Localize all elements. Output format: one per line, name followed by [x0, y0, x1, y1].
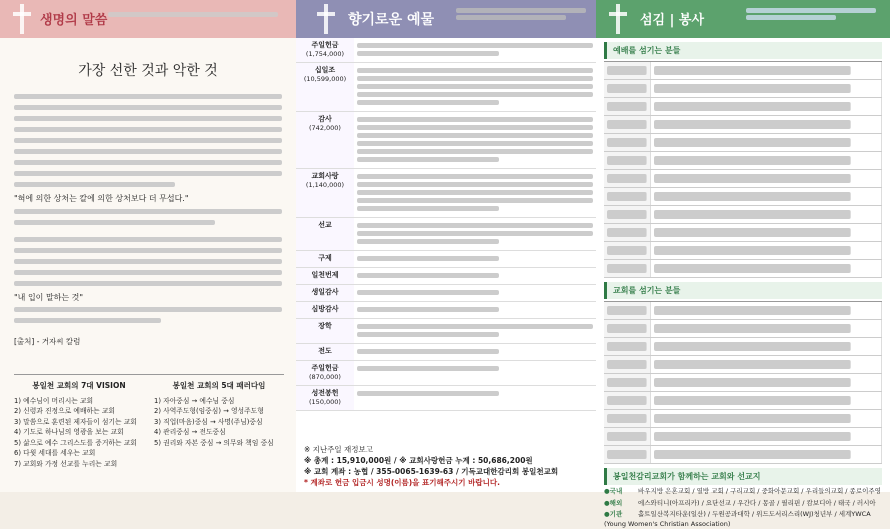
mission-items: 바우지방 은혼교회 / 열방 교회 / 구리교회 / 중화아문교회 / 우리들의교회 / 종로이주영: [638, 487, 881, 495]
sermon-header-title: 생명의 말씀: [40, 13, 108, 28]
mission-group: [604, 510, 882, 529]
cross-icon: [314, 4, 338, 34]
mission-list: [596, 487, 890, 529]
paradigm-item: 1) 자아중심 → 예수님 중심: [154, 396, 235, 405]
offering-amount: (870,000): [309, 373, 341, 381]
offering-row: [296, 251, 596, 268]
transfer-note: * 계좌로 헌금 입금시 성명(이름)을 표기해주시기 바랍니다.: [304, 478, 500, 487]
server-row: [604, 374, 882, 392]
offering-amount: (742,000): [309, 124, 341, 132]
paradigm-5-list: [154, 381, 284, 448]
mission-region: ●해외: [604, 498, 623, 507]
offering-label: 일천번제: [296, 268, 354, 284]
offering-row: [296, 218, 596, 251]
server-row: [604, 224, 882, 242]
server-row: [604, 356, 882, 374]
mission-items: 에스와티니(아프리카) / 요단선교 / 우간다 / 몽골 / 필리핀 / 캄보디아 / 태국 / 러시아: [638, 498, 876, 507]
server-row: [604, 188, 882, 206]
offering-label: 성전봉헌 (150,000): [296, 386, 354, 410]
server-row: [604, 242, 882, 260]
server-row: [604, 260, 882, 278]
church-servers-heading: 교회를 섬기는 분들: [604, 282, 882, 299]
header-verse: [456, 6, 591, 22]
vision-7-list: [14, 381, 144, 469]
server-row: [604, 152, 882, 170]
essay-source: [출처] - 거자씨 칼럼: [14, 337, 81, 346]
essay-paragraph-2: [14, 237, 282, 324]
service-column: [596, 0, 890, 528]
offering-label: 십일조 (10,599,000): [296, 63, 354, 111]
header-verse: [108, 12, 288, 17]
vision-item: 7) 교회와 가정 선교를 누리는 교회: [14, 459, 118, 468]
offering-row: [296, 38, 596, 63]
church-servers-table: [604, 301, 882, 464]
service-header-title: 섬김 | 봉사: [640, 13, 705, 28]
offering-header-title: 향기로운 예물: [348, 12, 435, 28]
vision-7-title: 봉일천 교회의 7대 VISION: [32, 381, 126, 390]
offering-row: [296, 386, 596, 411]
server-row: [604, 410, 882, 428]
offering-row: [296, 344, 596, 361]
offering-row: [296, 285, 596, 302]
header-verse: [746, 6, 886, 22]
offering-row: [296, 268, 596, 285]
offering-label: 감사 (742,000): [296, 112, 354, 168]
server-row: [604, 320, 882, 338]
offering-header: [296, 0, 596, 38]
offering-row: [296, 361, 596, 386]
mission-region: ●기관: [604, 510, 623, 518]
offering-label: 주일헌금 (1,754,000): [296, 38, 354, 62]
offering-label: 장학: [296, 319, 354, 343]
finance-totals: ※ 총계 : 15,910,000원 / ※ 교회사랑헌금 누계 : 50,686,200원: [304, 456, 533, 465]
essay-paragraph-1: [14, 94, 282, 225]
mission-heading: 봉일천감리교회가 함께하는 교회와 선교지: [604, 468, 882, 485]
paradigm-item: 4) 관리중심 → 전도중심: [154, 428, 226, 436]
vision-item: 4) 기도로 하나님의 영광을 보는 교회: [14, 428, 124, 436]
cross-icon: [10, 4, 34, 34]
quote-1: "혀에 의한 상처는 칼에 의한 상처보다 더 무섭다.": [14, 194, 189, 203]
offering-label: 생일감사: [296, 285, 354, 301]
paradigm-item: 5) 권리와 자본 중심 → 의무와 책임 중심: [154, 438, 274, 447]
server-row: [604, 206, 882, 224]
server-row: [604, 98, 882, 116]
offering-label: 전도: [296, 344, 354, 360]
finance-report-title: ※ 지난주일 재정보고: [304, 445, 374, 454]
server-row: [604, 392, 882, 410]
bank-account: ※ 교회 계좌 : 농협 / 355-0065-1639-63 / 기독교대한감리회 봉일천교회: [304, 467, 559, 476]
sermon-column: [0, 0, 296, 492]
offering-row: [296, 63, 596, 112]
vision-item: 5) 삶으로 예수 그리스도를 증거하는 교회: [14, 438, 137, 447]
service-header: [596, 0, 890, 38]
offering-label: 교회사랑 (1,140,000): [296, 169, 354, 217]
offering-row: [296, 319, 596, 344]
sermon-header: [0, 0, 296, 38]
paradigm-5-title: 봉일천 교회의 5대 패러다임: [172, 381, 266, 390]
server-row: [604, 338, 882, 356]
offering-column: [296, 0, 596, 492]
offering-amount: (150,000): [309, 398, 341, 406]
offering-amount: (1,754,000): [305, 50, 345, 58]
server-row: [604, 446, 882, 464]
cross-icon: [606, 4, 630, 34]
mission-items: 홀트일산복지타운(일산) / 두원공과대학 / 위드도서리스리(WJ)청년부 / 세계YWCA (Young Women's Christian Association): [604, 510, 871, 528]
mission-group: [604, 499, 882, 509]
offering-label: 주일헌금 (870,000): [296, 361, 354, 385]
essay-title: 가장 선한 것과 악한 것: [78, 63, 218, 79]
paradigm-item: 3) 직업(마음)중심 → 사명(주님)중심: [154, 417, 263, 426]
mission-region: ●국내: [604, 487, 623, 495]
mission-group: [604, 487, 882, 497]
quote-2: "내 입이 말하는 것": [14, 292, 84, 302]
vision-item: 2) 신령과 진정으로 예배하는 교회: [14, 407, 115, 415]
vision-item: 3) 말씀으로 훈련된 제자들이 섬기는 교회: [14, 417, 137, 426]
server-row: [604, 62, 882, 80]
offering-label: 선교: [296, 218, 354, 250]
worship-servers-table: [604, 61, 882, 278]
server-row: [604, 302, 882, 320]
offering-row: [296, 112, 596, 169]
offering-label: 구제: [296, 251, 354, 267]
server-row: [604, 134, 882, 152]
server-row: [604, 170, 882, 188]
vision-item: 1) 예수님이 머리시는 교회: [14, 396, 94, 405]
vision-item: 6) 다윗 세대를 세우는 교회: [14, 449, 96, 457]
finance-report: [304, 444, 589, 488]
server-row: [604, 116, 882, 134]
offering-table: [296, 38, 596, 411]
offering-amount: (10,599,000): [303, 75, 347, 83]
paradigm-item: 2) 사역주도형(임중심) → 영성주도형: [154, 407, 264, 415]
server-row: [604, 80, 882, 98]
offering-row: [296, 169, 596, 218]
vision-box: [14, 374, 284, 468]
worship-servers-heading: 예배를 섬기는 분들: [604, 42, 882, 59]
offering-row: [296, 302, 596, 319]
offering-amount: (1,140,000): [305, 181, 345, 189]
server-row: [604, 428, 882, 446]
offering-label: 심방감사: [296, 302, 354, 318]
